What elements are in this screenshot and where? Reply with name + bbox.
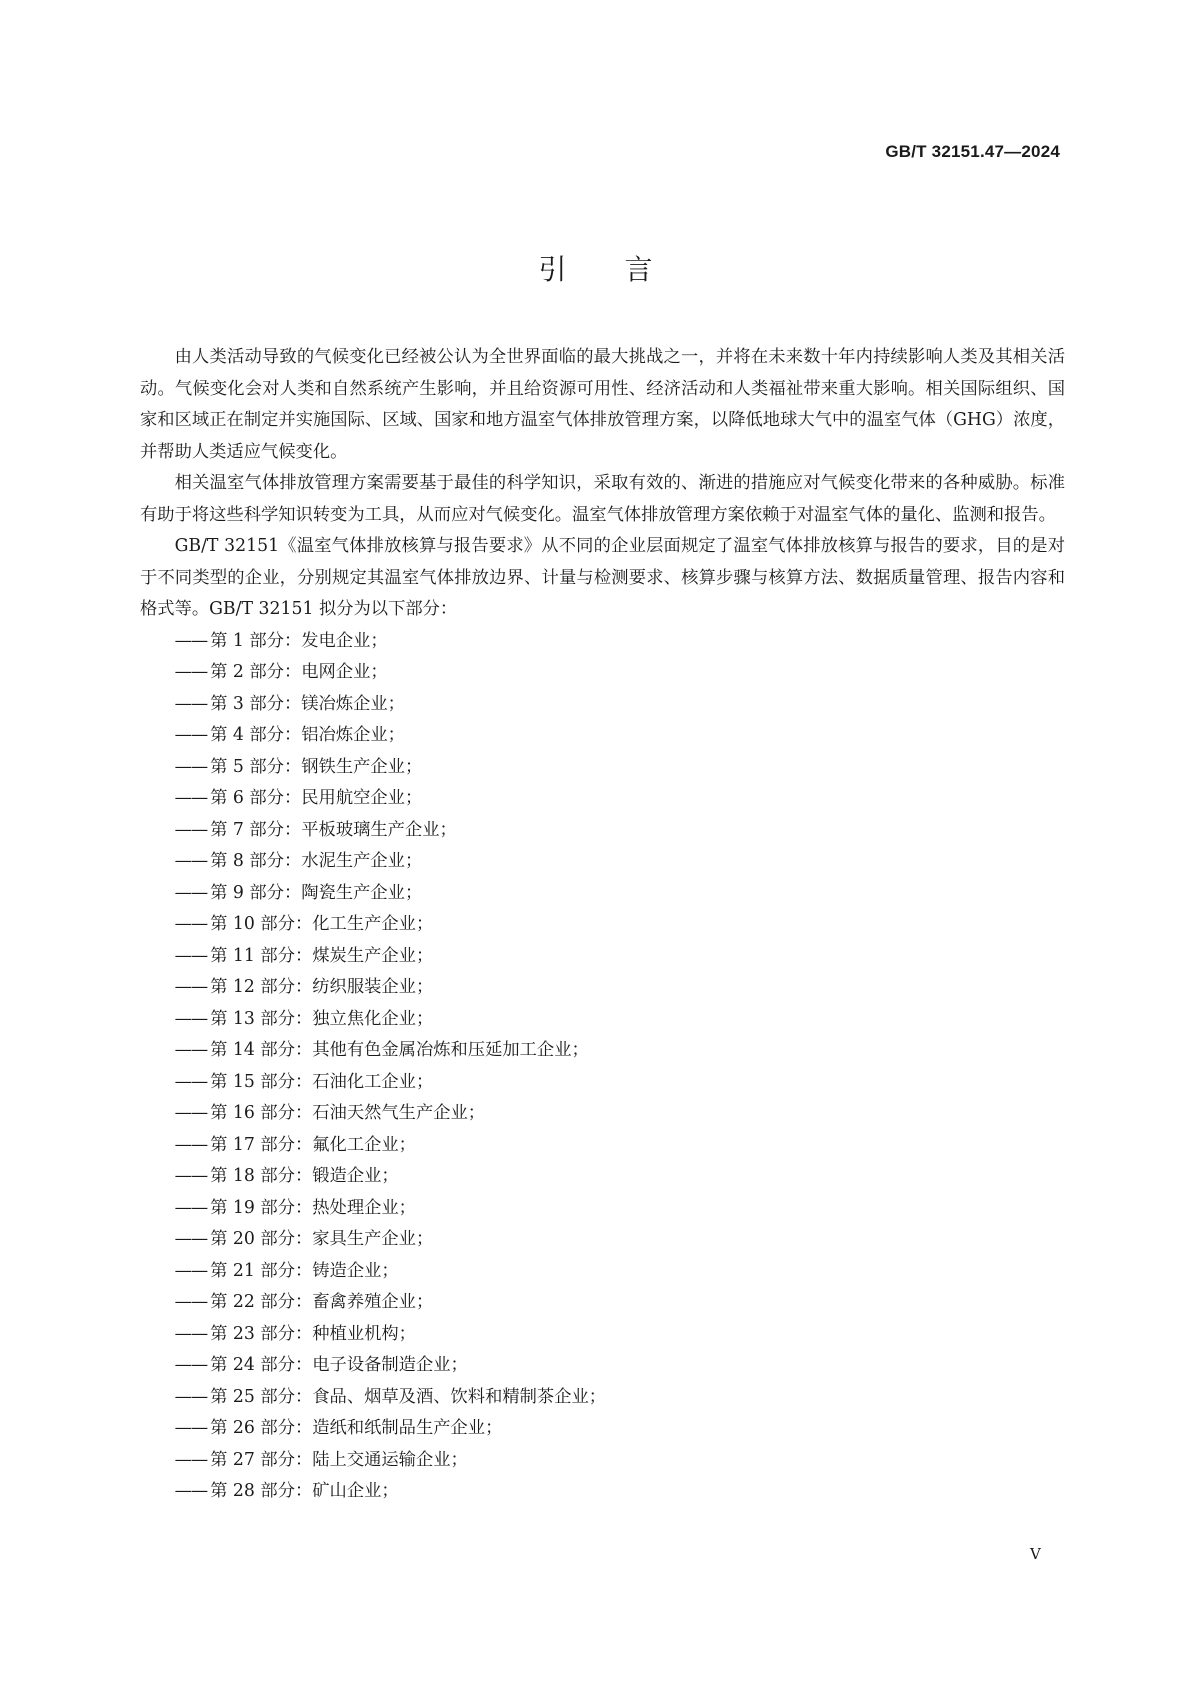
list-item-text: 第 14 部分：其他有色金属冶炼和压延加工企业；: [210, 1040, 589, 1060]
body-text: [140, 342, 1065, 1508]
list-item: [140, 657, 1065, 689]
list-dash: ——: [174, 1103, 208, 1123]
list-dash: ——: [174, 788, 208, 808]
list-item: [140, 1476, 1065, 1508]
paragraph: 由人类活动导致的气候变化已经被公认为全世界面临的最大挑战之一，并将在未来数十年内持续影响人类及其相关活动。气候变化会对人类和自然系统产生影响，并且给资源可用性、经济活动和人类福祉带来重大影响。相关国际组织、国家和区域正在制定并实施国际、区域、国家和地方温室气体排放管理方案，以降低地球大气中的温室气体（GHG）浓度，并帮助人类适应气候变化。: [140, 347, 1065, 462]
list-item-text: 第 23 部分：种植业机构；: [210, 1323, 416, 1344]
list-item: [140, 909, 1065, 941]
list-item: [140, 1161, 1065, 1193]
list-dash: ——: [174, 693, 208, 714]
list-item: [140, 752, 1065, 784]
list-item: [140, 1004, 1065, 1036]
paragraph: 相关温室气体排放管理方案需要基于最佳的科学知识，采取有效的、渐进的措施应对气候变化带来的各种威胁。标准有助于将这些科学知识转变为工具，从而应对气候变化。温室气体排放管理方案依赖于对温室气体的量化、监测和报告。: [140, 473, 1065, 525]
list-dash: ——: [174, 1166, 208, 1186]
page-number: V: [1030, 1545, 1041, 1563]
list-dash: ——: [174, 1355, 208, 1375]
list-item-text: 第 28 部分：矿山企业；: [210, 1481, 399, 1501]
list-item: [140, 1130, 1065, 1162]
list-item-text: 第 25 部分：食品、烟草及酒、饮料和精制茶企业；: [210, 1386, 607, 1407]
list-dash: ——: [174, 1323, 208, 1344]
list-item: [140, 1319, 1065, 1351]
list-item-text: 第 5 部分：钢铁生产企业；: [210, 756, 423, 777]
list-dash: ——: [174, 1481, 208, 1501]
list-item-text: 第 27 部分：陆上交通运输企业；: [210, 1449, 468, 1470]
list-dash: ——: [174, 1386, 208, 1407]
list-item-text: 第 18 部分：锻造企业；: [210, 1166, 399, 1186]
list-dash: ——: [174, 1071, 208, 1092]
list-dash: ——: [174, 1040, 208, 1060]
list-item-text: 第 16 部分：石油天然气生产企业；: [210, 1103, 486, 1123]
list-item-text: 第 24 部分：电子设备制造企业；: [210, 1355, 468, 1375]
list-item: [140, 1350, 1065, 1382]
list-item: [140, 1224, 1065, 1256]
list-item-text: 第 15 部分：石油化工企业；: [210, 1071, 434, 1092]
list-dash: ——: [174, 945, 208, 966]
list-dash: ——: [174, 851, 208, 871]
list-item-text: 第 20 部分：家具生产企业；: [210, 1229, 434, 1249]
list-item-text: 第 2 部分：电网企业；: [210, 662, 388, 682]
list-item-text: 第 6 部分：民用航空企业；: [210, 788, 423, 808]
list-dash: ——: [174, 1134, 208, 1155]
list-dash: ——: [174, 1229, 208, 1249]
list-item-text: 第 11 部分：煤炭生产企业；: [210, 945, 434, 966]
standard-code: GB/T 32151.47—2024: [885, 142, 1060, 161]
list-dash: ——: [174, 725, 208, 745]
list-item: [140, 783, 1065, 815]
list-item: [140, 815, 1065, 847]
list-item: [140, 1445, 1065, 1477]
list-item-text: 第 13 部分：独立焦化企业；: [210, 1008, 434, 1029]
list-item-text: 第 22 部分：畜禽养殖企业；: [210, 1292, 434, 1312]
list-dash: ——: [174, 662, 208, 682]
list-dash: ——: [174, 1292, 208, 1312]
list-item: [140, 1382, 1065, 1414]
list-item: [140, 1035, 1065, 1067]
list-item: [140, 1287, 1065, 1319]
list-dash: ——: [174, 630, 208, 651]
list-item: [140, 1193, 1065, 1225]
list-item: [140, 1098, 1065, 1130]
page-title: 引言: [538, 253, 711, 286]
list-item-text: 第 12 部分：纺织服装企业；: [210, 977, 434, 997]
list-item-text: 第 19 部分：热处理企业；: [210, 1197, 416, 1218]
list-dash: ——: [174, 914, 208, 934]
list-dash: ——: [174, 1418, 208, 1438]
list-item: [140, 689, 1065, 721]
list-item: [140, 878, 1065, 910]
paragraph: GB/T 32151《温室气体排放核算与报告要求》从不同的企业层面规定了温室气体排放核算与报告的要求，目的是对于不同类型的企业，分别规定其温室气体排放边界、计量与检测要求、核算步骤与核算方法、数据质量管理、报告内容和格式等。GB/T 32151 拟分为以下部分：: [140, 536, 1065, 619]
list-item-text: 第 10 部分：化工生产企业；: [210, 914, 434, 934]
list-dash: ——: [174, 882, 208, 903]
parts-list: [140, 626, 1065, 1508]
list-dash: ——: [174, 1449, 208, 1470]
list-item-text: 第 9 部分：陶瓷生产企业；: [210, 882, 423, 903]
list-dash: ——: [174, 756, 208, 777]
list-item: [140, 1413, 1065, 1445]
list-item: [140, 626, 1065, 658]
list-item-text: 第 7 部分：平板玻璃生产企业；: [210, 819, 457, 840]
list-item-text: 第 21 部分：铸造企业；: [210, 1260, 399, 1281]
list-item: [140, 846, 1065, 878]
list-item-text: 第 1 部分：发电企业；: [210, 630, 388, 651]
list-item-text: 第 3 部分：镁冶炼企业；: [210, 693, 405, 714]
list-dash: ——: [174, 819, 208, 840]
list-item-text: 第 4 部分：铝冶炼企业；: [210, 725, 405, 745]
list-item: [140, 720, 1065, 752]
list-dash: ——: [174, 1260, 208, 1281]
list-item: [140, 941, 1065, 973]
list-dash: ——: [174, 1197, 208, 1218]
list-item: [140, 1067, 1065, 1099]
list-item-text: 第 8 部分：水泥生产企业；: [210, 851, 423, 871]
list-dash: ——: [174, 977, 208, 997]
list-item-text: 第 26 部分：造纸和纸制品生产企业；: [210, 1418, 503, 1438]
list-item-text: 第 17 部分：氟化工企业；: [210, 1134, 416, 1155]
list-dash: ——: [174, 1008, 208, 1029]
list-item: [140, 972, 1065, 1004]
list-item: [140, 1256, 1065, 1288]
